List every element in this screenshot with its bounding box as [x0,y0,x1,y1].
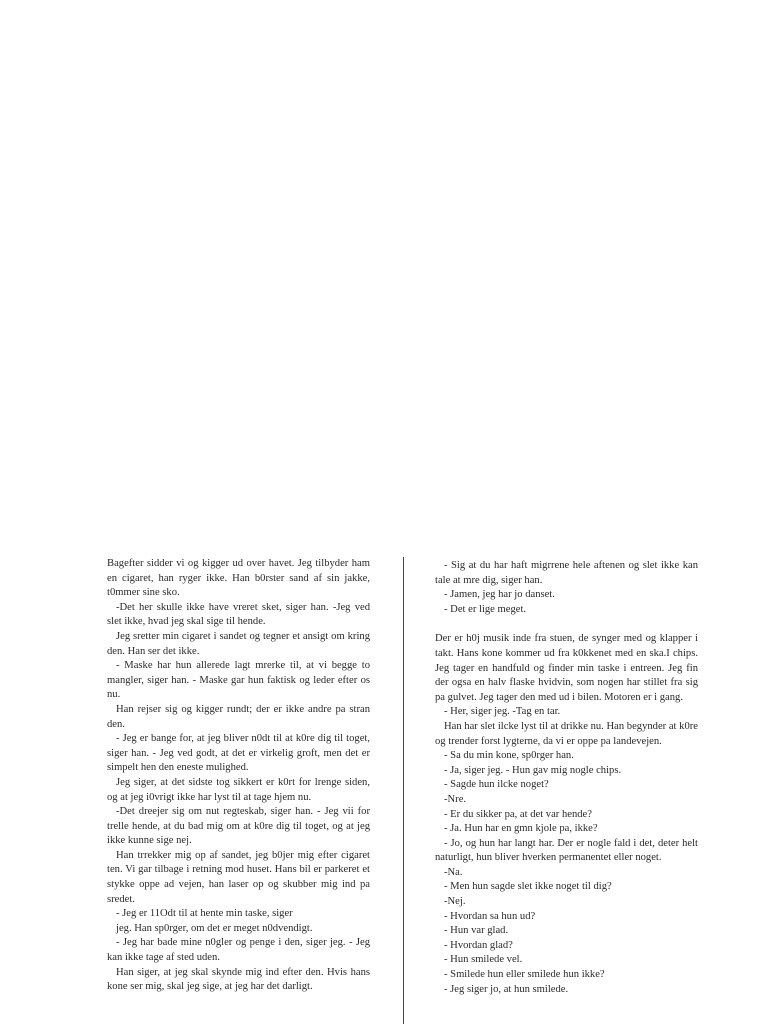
paragraph: - Er du sikker pa, at det var hende? [444,808,592,820]
paragraph: - Sa du min kone, sp0rger han. [444,750,574,762]
paragraph: - Jeg er bange for, at jeg bliver n0dt til at k0re dig til toget, siger han. - Jeg ved godt, at det er virkelig groft, men det er simpelt hen den eneste mulighed. [107,733,370,774]
column-divider [403,557,404,1024]
paragraph: - Hvordan glad? [444,939,513,951]
paragraph: - Her, siger jeg. -Tag en tar. [444,706,561,718]
paragraph: - Jamen, jeg har jo danset. [444,589,555,601]
paragraph: Han rejser sig og kigger rundt; der er ikke andre pa stran den. [107,703,370,730]
paragraph: - Jeg har bade mine n0gler og penge i den, siger jeg. - Jeg kan ikke tage af sted uden. [107,937,370,964]
paragraph: - Ja. Hun har en gmn kjole pa, ikke? [444,823,598,835]
paragraph: Jeg siger, at det sidste tog sikkert er k0rt for lrenge siden, og at jeg i0vrigt ikke har lyst til at tage hjem nu. [107,776,370,803]
paragraph: - Sagde hun ilcke noget? [444,779,549,791]
paragraph: - Maske har hun allerede lagt mrerke til, at vi begge to mangler, siger han. - Maske gar hun faktisk og leder efter os nu. [107,660,370,701]
paragraph: - Jeg siger jo, at hun smilede. [444,983,569,995]
paragraph: jeg. Han sp0rger, om det er meget n0dvendigt. [116,922,313,934]
paragraph: - Hvordan sa hun ud? [444,910,536,922]
paragraph: - Jo, og hun har langt har. Der er nogle fald i det, deter helt naturligt, hun bliver hverken permanentet eller noget. [435,837,698,864]
paragraph: Der er h0j musik inde fra stuen, de synger med og klapper i takt. Hans kone kommer ud fra k0kkenet med en ska.I chips. Jeg tager en handfuld og finder min taske i entreen. Jeg fin der ogsa en halv flaske hvidvin, som nogen har stillet fra sig pa gulvet. Jeg tager den med ud i bilen. Motoren er i gang. [435,633,698,703]
paragraph: - Hun smilede vel. [444,954,523,966]
paragraph: - Smilede hun eller smilede hun ikke? [444,969,605,981]
paragraph: - Ja, siger jeg. - Hun gav mig nogle chips. [444,764,622,776]
paragraph: - Det er lige meget. [444,603,527,615]
paragraph: -Nej. [444,896,466,908]
paragraph: Han trrekker mig op af sandet, jeg b0jer mig efter cigaret ten. Vi gar tilbage i retning mod huset. Hans bil er parkeret et stykke oppe ad vejen, han laser op og skubber mig ind pa sredet. [107,849,370,905]
paragraph: Han har slet ilcke lyst til at drikke nu. Han begynder at k0re og trender forst lygterne, da vi er oppe pa landevejen. [435,720,698,747]
paragraph: -Det dreejer sig om nut regteskab, siger han. - Jeg vii for trelle hende, at du bad mig om at k0re dig til toget, og at jeg ikke kunne sige nej. [107,806,370,847]
paragraph: - Sig at du har haft migrrene hele aftenen og slet ikke kan tale at mre dig, siger han. [435,560,698,586]
paragraph: Bagefter sidder vi og kigger ud over havet. Jeg tilbyder ham en cigaret, han ryger ikke. Han b0rster sand af sin jakke, t0mmer sine sko. [107,558,370,599]
right-text-column [435,559,698,997]
paragraph: -Det her skulle ikke have vreret sket, siger han. -Jeg ved slet ikke, hvad jeg skal sige til hende. [107,601,370,628]
paragraph: -Na. [444,866,463,878]
paragraph: Han siger, at jeg skal skynde mig ind efter den. Hvis hans kone ser mig, skal jeg sige, at jeg har det darligt. [107,966,370,993]
paragraph: - Men hun sagde slet ikke noget til dig? [444,881,612,893]
paragraph: Jeg sretter min cigaret i sandet og tegner et ansigt om kring den. Han ser det ikke. [107,630,370,657]
paragraph: - Hun var glad. [444,925,509,937]
paragraph: -Nre. [444,793,467,805]
paragraph: - Jeg er 11Odt til at hente min taske, siger [116,908,293,920]
left-text-column [107,557,370,995]
